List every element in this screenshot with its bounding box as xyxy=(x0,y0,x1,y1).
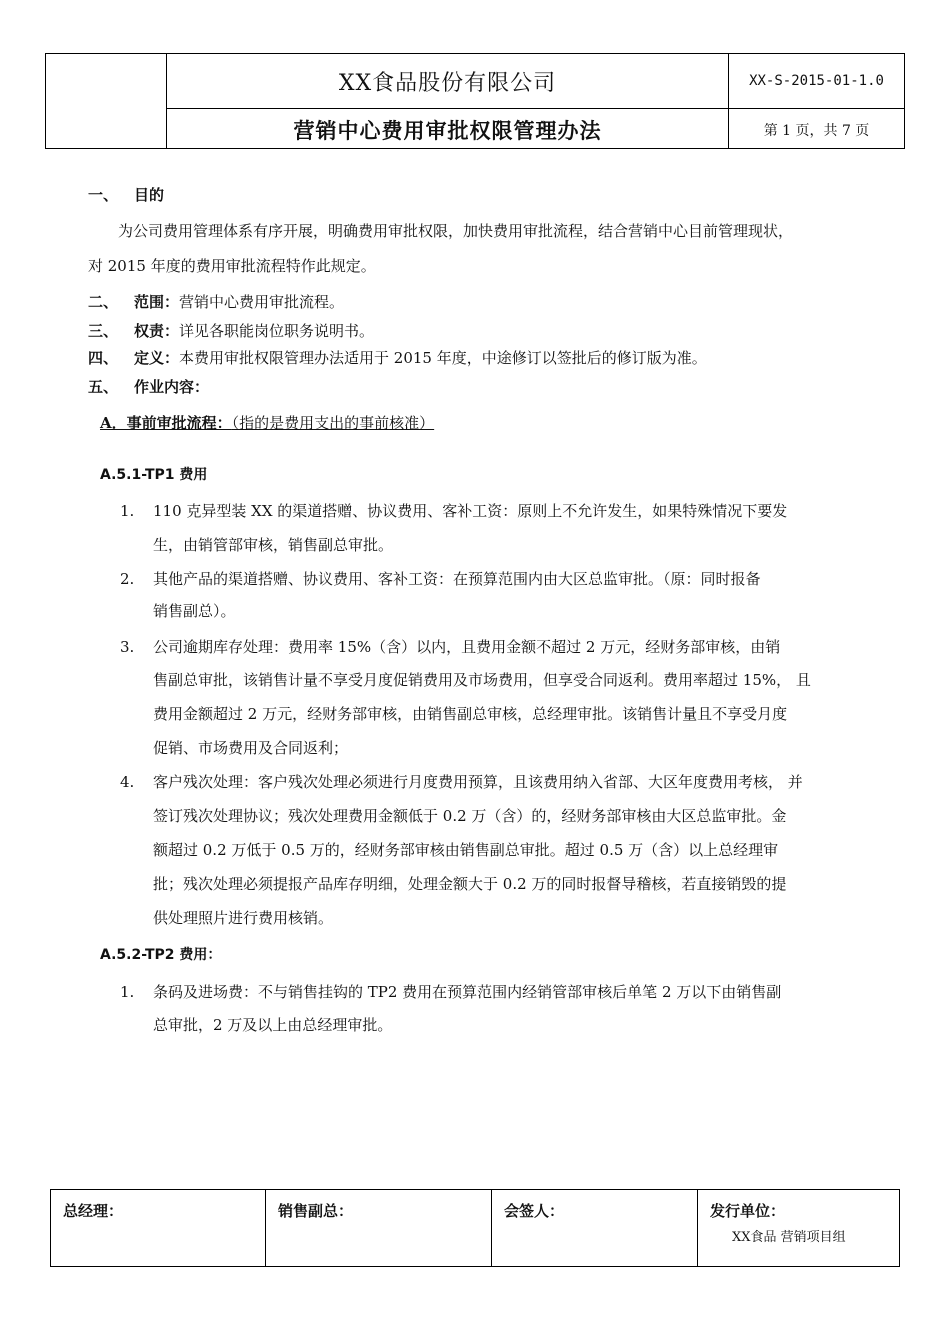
subsection-a xyxy=(100,413,434,433)
list-item-line: 售副总审批，该销售计量不享受月度促销费用及市场费用，但享受合同返利。费用率超过 15%， 且 xyxy=(153,671,811,689)
signoff-cell-countersign xyxy=(492,1190,698,1266)
issuer-value: XX食品 营销项目组 xyxy=(732,1230,846,1245)
list-item-line: 公司逾期库存处理：费用率 15%（含）以内，且费用金额不超过 2 万元，经财务部审核，由销 xyxy=(153,638,781,656)
list-item-line: 生，由销管部审核，销售副总审批。 xyxy=(153,536,394,554)
document-code: XX-S-2015-01-1.0 xyxy=(749,73,884,89)
signoff-table xyxy=(50,1189,900,1267)
sales-vp-label: 销售副总： xyxy=(278,1202,354,1220)
section-definition xyxy=(88,348,707,368)
company-name: XX食品股份有限公司 xyxy=(338,70,557,96)
section-label: 作业内容： xyxy=(134,378,210,396)
subsection-a-note: （指的是费用支出的事前核准） xyxy=(231,414,435,432)
section-responsibility xyxy=(88,321,374,341)
section-purpose-body: 为公司费用管理体系有序开展，明确费用审批权限，加快费用审批流程，结合营销中心目前管理现状， xyxy=(118,222,794,240)
section-number: 四、 xyxy=(88,349,119,367)
list-item-line: 批；残次处理必须提报产品库存明细，处理金额大于 0.2 万的同时报督导稽核，若直接销毁的提 xyxy=(153,875,787,893)
list-item-line: 客户残次处理：客户残次处理必须进行月度费用预算，且该费用纳入省部、大区年度费用考核， 并 xyxy=(153,773,803,791)
section-scope xyxy=(88,292,344,312)
document-title: 营销中心费用审批权限管理办法 xyxy=(293,117,602,143)
section-text: 本费用审批权限管理办法适用于 2015 年度，中途修订以签批后的修订版为准。 xyxy=(179,349,707,367)
section-purpose-body: 对 2015 年度的费用审批流程特作此规定。 xyxy=(88,257,376,275)
list-item-line: 销售副总）。 xyxy=(153,602,236,620)
section-label: 权责： xyxy=(134,322,180,340)
page-info: 第 1 页，共 7 页 xyxy=(763,122,870,139)
list-item-number: 4. xyxy=(120,773,135,791)
list-item-line: 110 克异型装 XX 的渠道搭赠、协议费用、客补工资：原则上不允许发生，如果特殊情况下要发 xyxy=(153,502,788,520)
signoff-cell-issuer xyxy=(698,1190,899,1266)
section-number: 五、 xyxy=(88,378,119,396)
section-label: 定义： xyxy=(134,349,180,367)
gm-label: 总经理： xyxy=(63,1202,124,1220)
list-item-line: 促销、市场费用及合同返利； xyxy=(153,739,349,757)
section-number: 三、 xyxy=(88,322,119,340)
section-operations xyxy=(88,377,209,397)
section-label: 目的 xyxy=(134,186,165,204)
tp1-heading: A.5.1-TP1 费用 xyxy=(100,467,208,483)
signoff-cell-gm xyxy=(51,1190,266,1266)
list-item-number: 2. xyxy=(120,570,135,588)
section-purpose-heading xyxy=(88,185,164,205)
list-item-line: 条码及进场费：不与销售挂钩的 TP2 费用在预算范围内经销管部审核后单笔 2 万以下由销售副 xyxy=(153,983,782,1001)
list-item-line: 费用金额超过 2 万元，经财务部审核，由销售副总审核，总经理审批。该销售计量且不享受月度 xyxy=(153,705,788,723)
list-item-line: 总审批，2 万及以上由总经理审批。 xyxy=(153,1016,393,1034)
section-number: 一、 xyxy=(88,186,119,204)
list-item-number: 1. xyxy=(120,983,135,1001)
section-label: 范围： xyxy=(134,293,180,311)
section-text: 详见各职能岗位职务说明书。 xyxy=(179,322,375,340)
list-item-line: 额超过 0.2 万低于 0.5 万的，经财务部审核由销售副总审批。超过 0.5 万（含）以上总经理审 xyxy=(153,841,779,859)
list-item-line: 其他产品的渠道搭赠、协议费用、客补工资：在预算范围内由大区总监审批。（原：同时报备 xyxy=(153,570,761,588)
section-text: 营销中心费用审批流程。 xyxy=(179,293,345,311)
issuer-label: 发行单位： xyxy=(710,1202,786,1220)
list-item-line: 供处理照片进行费用核销。 xyxy=(153,909,334,927)
list-item-line: 签订残次处理协议；残次处理费用金额低于 0.2 万（含）的，经财务部审核由大区总监审批。金 xyxy=(153,807,787,825)
list-item-number: 1. xyxy=(120,502,135,520)
countersign-label: 会签人： xyxy=(504,1202,565,1220)
signoff-cell-sales-vp xyxy=(266,1190,492,1266)
section-number: 二、 xyxy=(88,293,119,311)
subsection-a-label: A．事前审批流程： xyxy=(100,414,232,432)
tp2-heading: A.5.2-TP2 费用： xyxy=(100,947,222,963)
list-item-number: 3. xyxy=(120,638,135,656)
document-header xyxy=(45,53,905,149)
